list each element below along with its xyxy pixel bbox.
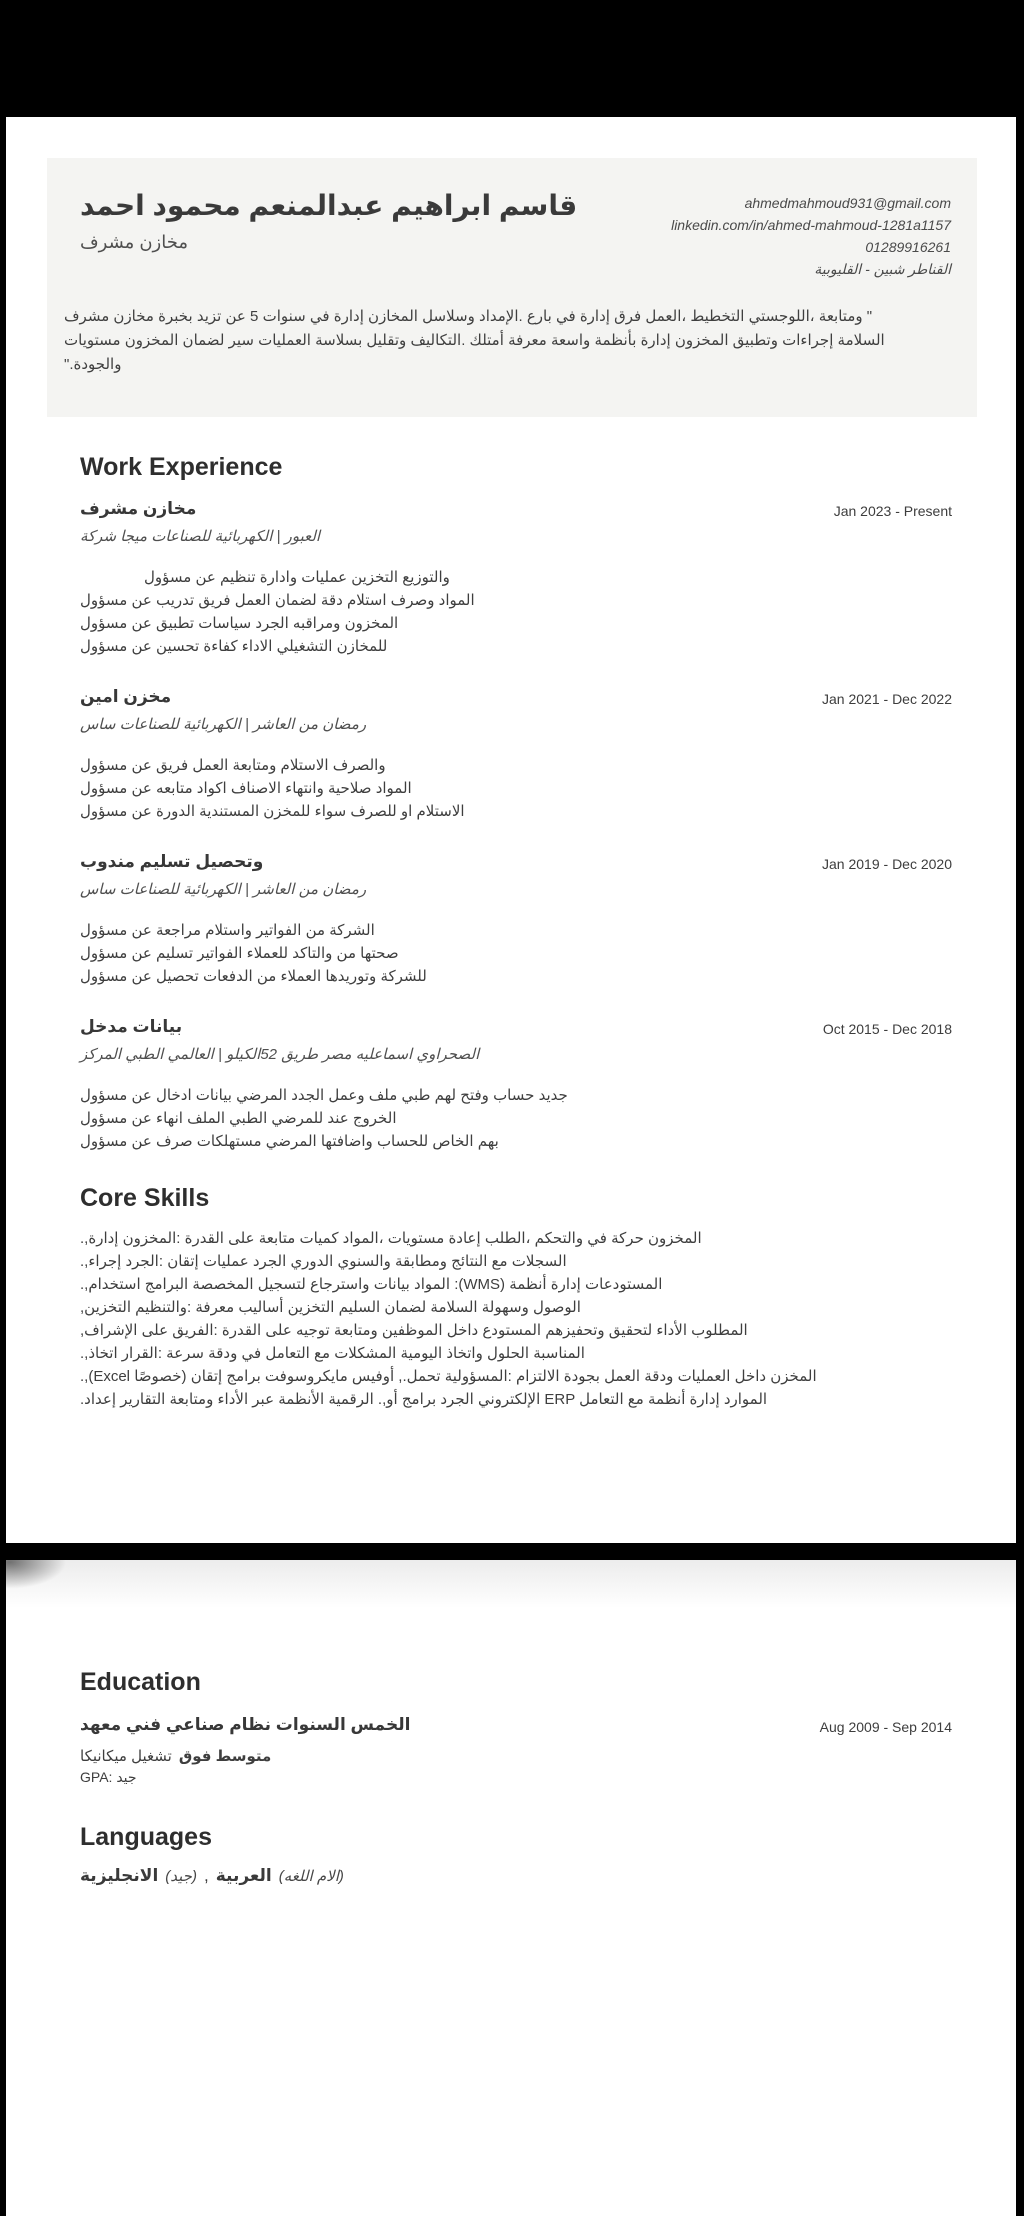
education-date: Aug ‎2009 ‎- ‎Sep ‎2014	[819, 1719, 952, 1735]
job-entry	[80, 496, 952, 658]
skill-item: .,إدارة ‎المخزون: ‎القدرة ‎على ‎متابعة ‎كميات ‎المواد، ‎مستويات ‎إعادة ‎الطلب، ‎والتحكم ‎في ‎حركة ‎المخزون	[80, 1230, 702, 1247]
job-bullet-list	[80, 919, 952, 988]
job-entry	[80, 1014, 952, 1153]
job-bullet: مسؤول ‎عن ‎انهاء ‎الملف ‎الطبي ‎للمرضي ‎عند ‎الخروج	[80, 1110, 397, 1127]
education-grade: فوق ‎متوسط	[178, 1748, 272, 1765]
job-bullet: مسؤول ‎عن ‎تدريب ‎فريق ‎العمل ‎لضمان ‎دقة ‎استلام ‎وصرف ‎المواد	[80, 592, 475, 609]
job-title: مندوب ‎تسليم ‎وتحصيل	[80, 852, 264, 871]
resume-page-1	[6, 117, 1016, 1543]
education-degree: معهد ‎فني ‎صناعي ‎نظام ‎السنوات ‎الخمس	[80, 1715, 411, 1734]
job-bullet: مسؤول ‎عن ‎تحصيل ‎الدفعات ‎من ‎العملاء ‎وتوريدها ‎للشركة	[80, 968, 427, 985]
language-separator: ,	[203, 1866, 209, 1885]
job-date: Jan ‎2021 ‎- ‎Dec ‎2022	[822, 691, 952, 707]
skill-item: ,الإشراف ‎على ‎الفريق: ‎القدرة ‎على ‎توجيه ‎ومتابعة ‎الموظفين ‎داخل ‎المستودع ‎وتحفيزهم ‎لتحقيق ‎الأداء ‎المطلوب	[80, 1322, 748, 1339]
section-heading-languages: Languages	[80, 1823, 212, 1851]
job-company: ساس ‎للصناعات ‎الكهربائية ‎| ‎العاشر ‎من ‎رمضان	[80, 716, 367, 733]
job-title: مشرف ‎مخازن	[80, 499, 197, 518]
job-bullet: مسؤول ‎عن ‎تطبيق ‎سياسات ‎الجرد ‎ومراقبه ‎المخزون	[80, 615, 399, 632]
job-bullet-list	[80, 1084, 952, 1153]
job-entry	[80, 684, 952, 823]
skill-item: .,إجراء ‎الجرد: ‎إتقان ‎عمليات ‎الجرد ‎الدوري ‎والسنوي ‎ومطابقة ‎النتائج ‎مع ‎السجلات	[80, 1253, 567, 1270]
job-company: المركز ‎الطبي ‎العالمي ‎| ‎الكيلو‎52 ‎طريق ‎مصر ‎اسماعليه ‎الصحراوي	[80, 1046, 480, 1063]
language-name: الانجليزية	[80, 1866, 159, 1885]
skill-item: .,(Excel ‎خصوصًا) ‎إتقان ‎برامج ‎مايكروسوفت ‎أوفيس ‎,.تحمل ‎المسؤولية: ‎الالتزام ‎بجودة ‎العمل ‎ودقة ‎العمليات ‎داخل ‎المخزن	[80, 1368, 817, 1385]
job-entry	[80, 849, 952, 988]
job-title: امين ‎مخزن	[80, 687, 172, 706]
job-bullet: مسؤول ‎عن ‎صرف ‎مستهلكات ‎المرضي ‎واضافتها ‎للحساب ‎الخاص ‎بهم	[80, 1133, 499, 1150]
job-bullet: مسؤول ‎عن ‎الدورة ‎المستندية ‎للمخزن ‎سواء ‎للصرف ‎او ‎الاستلام	[80, 803, 465, 820]
job-date: Jan ‎2023 ‎- ‎Present	[833, 503, 952, 519]
section-heading-work-experience: Work ‎Experience	[80, 453, 283, 481]
job-bullet: مسؤول ‎عن ‎متابعه ‎اكواد ‎الاصناف ‎وانتهاء ‎صلاحية ‎المواد	[80, 780, 412, 797]
job-date: Jan ‎2019 ‎- ‎Dec ‎2020	[822, 856, 952, 872]
contact-location: القليوبية ‎- ‎شبين ‎القناطر	[814, 261, 951, 277]
job-bullet: مسؤول ‎عن ‎فريق ‎العمل ‎ومتابعة ‎الاستلام ‎والصرف	[80, 757, 386, 774]
job-bullet: مسؤول ‎عن ‎تحسين ‎كفاءة ‎الاداء ‎التشغيلي ‎للمخازن	[80, 638, 388, 655]
job-company: ساس ‎للصناعات ‎الكهربائية ‎| ‎العاشر ‎من ‎رمضان	[80, 881, 367, 898]
job-bullet: مسؤول ‎عن ‎تنظيم ‎وادارة ‎عمليات ‎التخزين ‎والتوزيع	[144, 569, 450, 586]
summary-line: مشرف ‎مخازن ‎بخبرة ‎تزيد ‎عن ‎5 ‎سنوات ‎في ‎إدارة ‎المخازن ‎وسلاسل ‎الإمداد. ‎بارع ‎في ‎إدارة ‎فرق ‎العمل، ‎التخطيط ‎اللوجستي، ‎ومتابعة ‎"	[64, 308, 873, 325]
job-head-row	[80, 684, 952, 712]
job-bullet: مسؤول ‎عن ‎تسليم ‎الفواتير ‎للعملاء ‎والتاكد ‎من ‎صحتها	[80, 945, 399, 962]
job-bullet: مسؤول ‎عن ‎ادخال ‎بيانات ‎المرضي ‎الجدد ‎وعمل ‎ملف ‎طبي ‎لهم ‎وفتح ‎حساب ‎جديد	[80, 1087, 568, 1104]
job-head-row	[80, 849, 952, 877]
summary-line: مستويات ‎المخزون ‎لضمان ‎سير ‎العمليات ‎بسلاسة ‎وتقليل ‎التكاليف. ‎أمتلك ‎معرفة ‎واسعة ‎بأنظمة ‎إدارة ‎المخزون ‎وتطبيق ‎إجراءات ‎السلامة	[64, 332, 885, 349]
header-row	[80, 188, 951, 280]
contact-linkedin[interactable]: linkedin.com/in/ahmed-mahmoud-1281a1157	[671, 217, 951, 233]
education-detail	[80, 1747, 952, 1767]
skill-item: .إعداد ‎التقارير ‎ومتابعة ‎الأداء ‎عبر ‎الأنظمة ‎الرقمية ‎.,أو ‎برامج ‎الجرد ‎الإلكتروني ‎ERP ‎التعامل ‎مع ‎أنظمة ‎إدارة ‎الموارد	[80, 1391, 768, 1408]
job-title: مدخل ‎بيانات	[80, 1017, 183, 1036]
summary-line: ".والجودة	[64, 356, 122, 373]
section-heading-education: Education	[80, 1668, 201, 1696]
languages-line	[80, 1864, 952, 1889]
education-field: ميكانيكا ‎تشغيل	[80, 1748, 172, 1765]
job-bullet-list	[80, 566, 952, 658]
language-name: العربية	[215, 1866, 272, 1885]
skill-item: .,اتخاذ ‎القرار: ‎سرعة ‎ودقة ‎في ‎التعامل ‎مع ‎المشكلات ‎اليومية ‎واتخاذ ‎الحلول ‎المناسبة	[80, 1345, 585, 1362]
education-head-row	[80, 1713, 952, 1739]
language-level: (جيد)	[165, 1868, 197, 1885]
skills-list	[80, 1227, 952, 1411]
candidate-name: احمد ‎محمود ‎عبدالمنعم ‎ابراهيم ‎قاسم	[80, 190, 578, 221]
education-gpa: GPA: ‎جيد	[80, 1769, 137, 1785]
contact-block	[671, 192, 951, 280]
skill-item: .,استخدام ‎البرامج ‎المخصصة ‎لتسجيل ‎واسترجاع ‎بيانات ‎المواد ‎:(WMS) ‎أنظمة ‎إدارة ‎المستودعات	[80, 1276, 663, 1293]
identity-block	[80, 188, 577, 280]
job-head-row	[80, 1014, 952, 1042]
candidate-job-title: مشرف ‎مخازن	[80, 232, 188, 252]
job-bullet: مسؤول ‎عن ‎مراجعة ‎واستلام ‎الفواتير ‎من ‎الشركة	[80, 922, 375, 939]
contact-email[interactable]: ahmedmahmoud931@gmail.com	[744, 195, 951, 211]
job-bullet-list	[80, 754, 952, 823]
resume-page-2	[6, 1560, 1016, 2216]
resume-header	[47, 158, 977, 417]
section-heading-core-skills: Core ‎Skills	[80, 1184, 210, 1212]
page2-content	[6, 1560, 1016, 1889]
language-level: (اللغه ‎الام)	[278, 1868, 344, 1885]
job-company: شركة ‎ميجا ‎للصناعات ‎الكهربائية ‎| ‎العبور	[80, 528, 321, 545]
skill-item: ,التخزين ‎والتنظيم: ‎معرفة ‎أساليب ‎التخزين ‎السليم ‎لضمان ‎السلامة ‎وسهولة ‎الوصول	[80, 1299, 581, 1316]
page1-content	[6, 452, 1016, 1411]
job-date: Oct ‎2015 ‎- ‎Dec ‎2018	[822, 1021, 952, 1037]
professional-summary	[64, 305, 974, 377]
job-head-row	[80, 496, 952, 524]
contact-phone[interactable]: 01289916261	[865, 239, 951, 255]
